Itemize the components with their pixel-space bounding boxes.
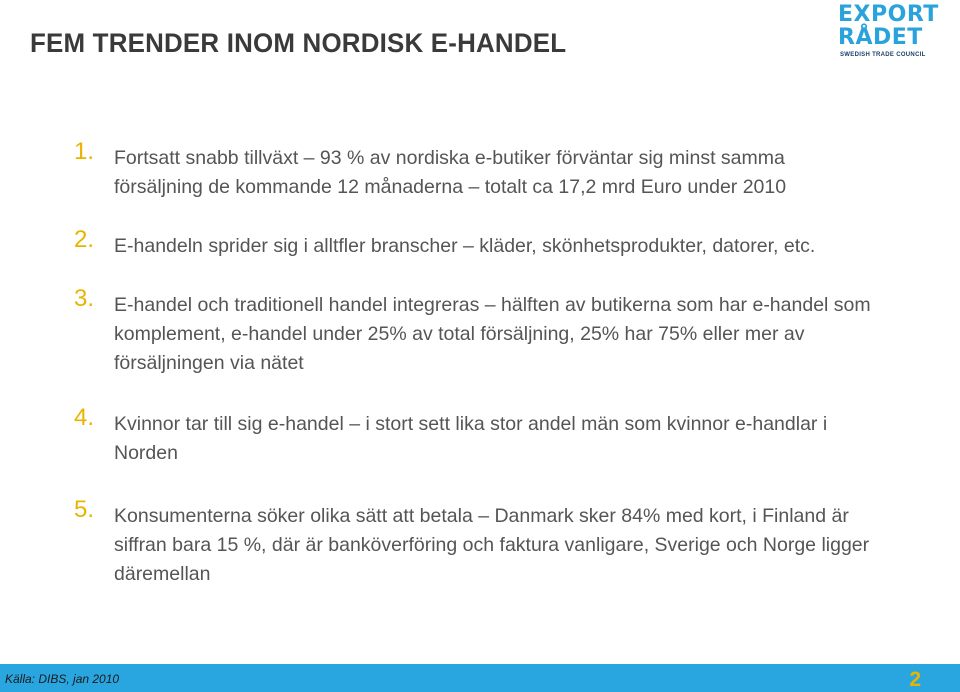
list-item-text: E-handel och traditionell handel integreras – hälften av butikerna som har e-handel som komplement, e-handel under 25% av total försäljning, 25% har 75% eller mer av försäljningen via nätet: [114, 294, 871, 374]
list-item-number: 1.: [74, 138, 95, 165]
logo-tagline: SWEDISH TRADE COUNCIL: [840, 52, 926, 58]
footer-source: Källa: DIBS, jan 2010: [5, 672, 120, 686]
list-item-text: Kvinnor tar till sig e-handel – i stort sett lika stor andel män som kvinnor e-handlar i Norden: [114, 413, 828, 464]
slide-title: FEM TRENDER INOM NORDISK E-HANDEL: [30, 28, 567, 58]
logo-line-2: RÅDET: [838, 25, 923, 50]
list-item-number: 5.: [74, 496, 95, 523]
page-number: 2: [909, 668, 921, 691]
list-item-number: 4.: [74, 404, 95, 431]
list-item-number: 2.: [74, 226, 95, 253]
logo-line-1: EXPORT: [838, 2, 939, 27]
list-item-text: Konsumenterna söker olika sätt att betala – Danmark sker 84% med kort, i Finland är siffran bara 15 %, där är banköverföring och faktura vanligare, Sverige och Norge ligger däremellan: [114, 505, 870, 585]
list-item-text: Fortsatt snabb tillväxt – 93 % av nordiska e-butiker förväntar sig minst samma försäljning de kommande 12 månaderna – totalt ca 17,2 mrd Euro under 2010: [114, 147, 787, 198]
list-item-number: 3.: [74, 285, 95, 312]
footer-bar: [0, 664, 960, 692]
list-item-text: E-handeln sprider sig i alltfler branscher – kläder, skönhetsprodukter, datorer, etc.: [114, 235, 816, 257]
exportradet-logo: [838, 2, 938, 60]
